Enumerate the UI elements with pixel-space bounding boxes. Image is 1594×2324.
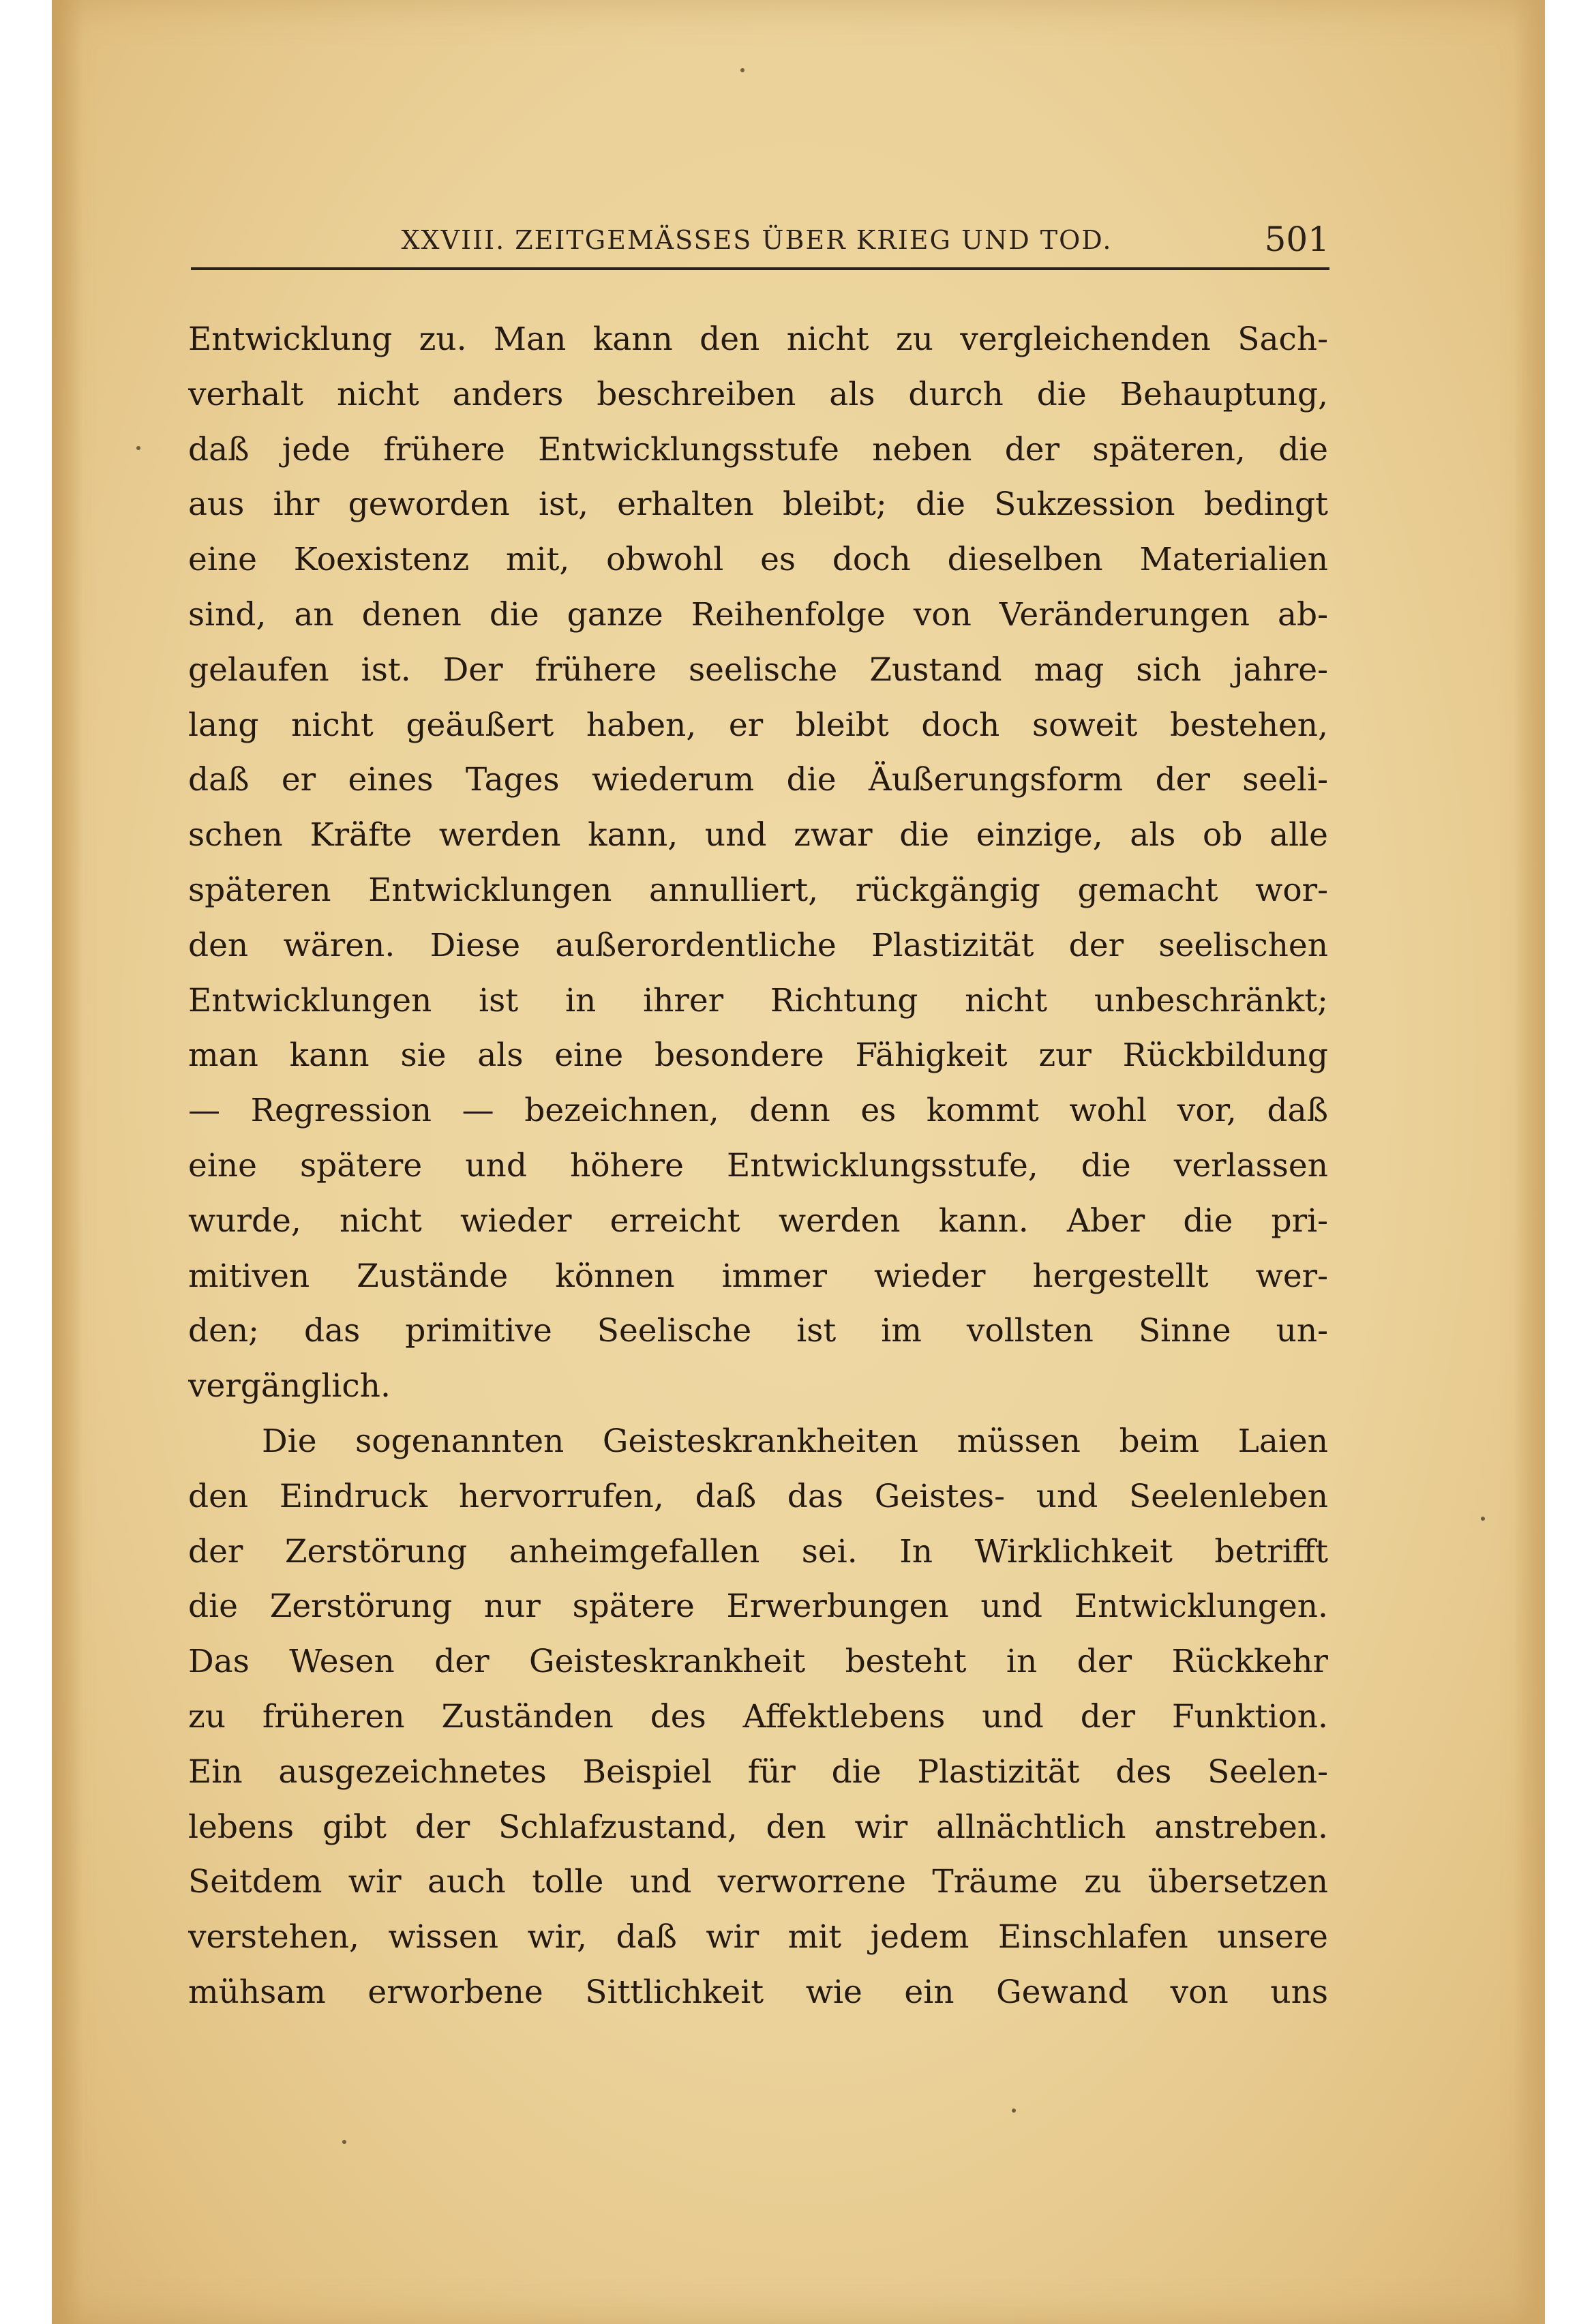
text-line: mitiven Zustände können immer wieder hergestellt wer- <box>188 1257 1328 1295</box>
ink-speck <box>740 68 745 72</box>
text-line: — Regression — bezeichnen, denn es kommt wohl vor, daß <box>188 1092 1328 1130</box>
text-line: verstehen, wissen wir, daß wir mit jedem Einschlafen unsere <box>188 1918 1328 1956</box>
ink-speck <box>1012 2109 1016 2113</box>
text-line: Das Wesen der Geisteskrankheit besteht in der Rückkehr <box>188 1643 1328 1681</box>
text-line: man kann sie als eine besondere Fähigkeit zur Rückbildung <box>188 1037 1328 1075</box>
text-line: daß jede frühere Entwicklungsstufe neben der späteren, die <box>188 430 1328 468</box>
header-rule <box>191 267 1329 270</box>
text-line: verhalt nicht anders beschreiben als durch die Behauptung, <box>188 375 1328 413</box>
body-text <box>188 312 1328 2021</box>
text-line: eine spätere und höhere Entwicklungsstufe, die verlassen <box>188 1146 1328 1185</box>
text-line: daß er eines Tages wiederum die Äußerungsform der seeli- <box>188 761 1328 799</box>
text-line: eine Koexistenz mit, obwohl es doch dieselben Materialien <box>188 541 1328 579</box>
text-line: lebens gibt der Schlafzustand, den wir allnächtlich anstreben. <box>188 1808 1328 1846</box>
running-title: XXVIII. ZEITGEMÄSSES ÜBER KRIEG UND TOD. <box>401 225 1113 255</box>
paragraph-end-line: vergänglich. <box>188 1367 391 1405</box>
text-line: der Zerstörung anheimgefallen sei. In Wirklichkeit betrifft <box>188 1532 1328 1570</box>
text-line: den; das primitive Seelische ist im vollsten Sinne un- <box>188 1312 1328 1350</box>
text-line: lang nicht geäußert haben, er bleibt doch soweit bestehen, <box>188 706 1328 744</box>
text-line: aus ihr geworden ist, erhalten bleibt; die Sukzession bedingt <box>188 486 1328 524</box>
page-number: 501 <box>1264 220 1329 259</box>
ink-speck <box>1481 1517 1485 1521</box>
ink-speck <box>136 446 140 450</box>
text-line: Entwicklungen ist in ihrer Richtung nicht unbeschränkt; <box>188 981 1328 1019</box>
text-line: späteren Entwicklungen annulliert, rückgängig gemacht wor- <box>188 871 1328 909</box>
page-edge-left <box>52 0 83 2324</box>
text-line: gelaufen ist. Der frühere seelische Zustand mag sich jahre- <box>188 651 1328 689</box>
text-line: wurde, nicht wieder erreicht werden kann. Aber die pri- <box>188 1202 1328 1240</box>
text-line: Seitdem wir auch tolle und verworrene Träume zu übersetzen <box>188 1863 1328 1901</box>
page-edge-right <box>1514 0 1545 2324</box>
text-line: Entwicklung zu. Man kann den nicht zu vergleichenden Sach- <box>188 321 1328 358</box>
paragraph-start-line: Die sogenannten Geisteskrankheiten müssen beim Laien <box>262 1422 1328 1460</box>
ink-speck <box>342 2140 346 2144</box>
text-line: den Eindruck hervorrufen, daß das Geistes- und Seelenleben <box>188 1477 1328 1515</box>
text-line: sind, an denen die ganze Reihenfolge von Veränderungen ab- <box>188 595 1328 634</box>
text-line: den wären. Diese außerordentliche Plastizität der seelischen <box>188 926 1328 964</box>
running-head <box>191 220 1329 267</box>
text-line: schen Kräfte werden kann, und zwar die einzige, als ob alle <box>188 816 1328 854</box>
text-line: mühsam erworbene Sittlichkeit wie ein Gewand von uns <box>188 1973 1328 2011</box>
text-line: zu früheren Zuständen des Affektlebens und der Funktion. <box>188 1697 1328 1735</box>
text-line: Ein ausgezeichnetes Beispiel für die Plastizität des Seelen- <box>188 1753 1328 1791</box>
text-line: die Zerstörung nur spätere Erwerbungen und Entwicklungen. <box>188 1588 1328 1626</box>
